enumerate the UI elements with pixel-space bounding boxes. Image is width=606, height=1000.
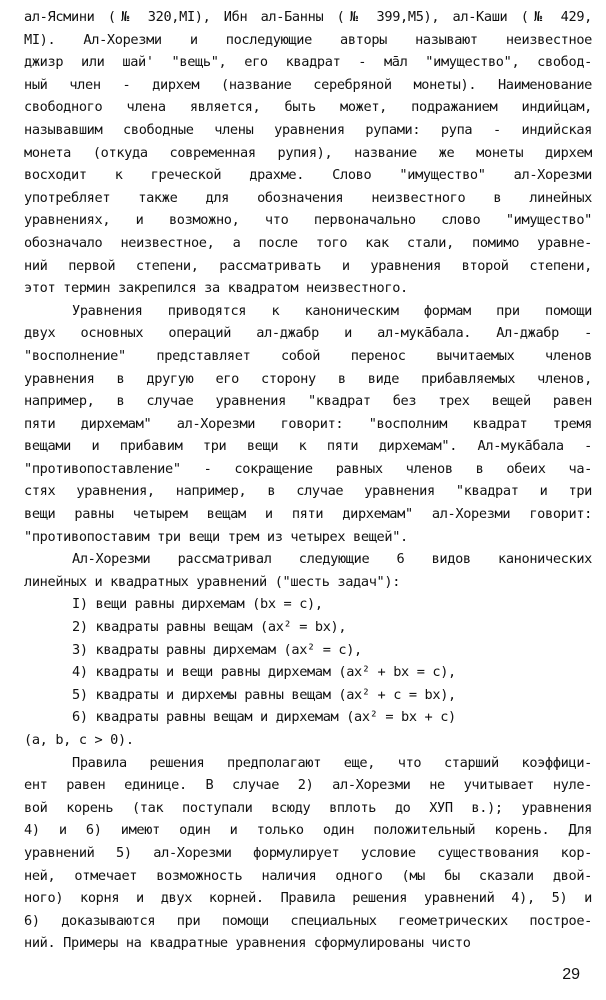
text-line: Ал-Хорезми рассматривал следующие 6 видов канонических bbox=[72, 551, 592, 568]
text-line: обозначало неизвестное, а после того как стали, помимо уравне- bbox=[24, 234, 592, 251]
equation-list-item: 4) квадраты и вещи равны дирхемам (ax² + bx = c), bbox=[72, 664, 456, 681]
equation-list-item: 2) квадраты равны вещам (ax² = bx), bbox=[72, 619, 347, 636]
text-line: ал-Ясмини (№ 320,МI), Ибн ал-Банны (№ 399,М5), ал-Каши (№ 429, bbox=[24, 9, 592, 25]
equation-list-item: I) вещи равны дирхемам (bx = c), bbox=[72, 596, 323, 613]
text-line: назывaвшим свободные члены уравнения рупами: рупа - индийская bbox=[24, 121, 592, 138]
text-line: МI). Ал-Хорезми и последующие авторы называют неизвестное bbox=[24, 31, 592, 48]
equation-list-item: 3) квадраты равны дирхемам (ax² = c), bbox=[72, 641, 362, 658]
text-line: "противопоставление" - сокращение равных членов в обеих ча- bbox=[24, 460, 592, 477]
text-line: ного) корня и двух корней. Правила решения уравнений 4), 5) и bbox=[24, 890, 592, 907]
text-line: Уравнения приводятся к каноническим формам при помощи bbox=[72, 302, 592, 319]
text-line: уравнения в другую его сторону в виде прибавляемых членов, bbox=[24, 370, 592, 387]
text-line: джизр или шай' "вещь", его квадрат - мāл "имущество", свобод- bbox=[24, 54, 592, 71]
text-line: например, в случае уравнения "квадрат без трех вещей равен bbox=[24, 393, 592, 410]
equation-list-item: 6) квадраты равны вещам и дирхемам (ax² = bx + c) bbox=[72, 709, 456, 726]
text-line: вещами и прибавим три вещи к пяти дирхемам". Ал-мукāбала - bbox=[24, 438, 592, 455]
text-line: уравнений 5) ал-Хорезми формулирует условие существования кор- bbox=[24, 844, 592, 861]
text-line: восходит к греческой драхме. Слово "имущество" ал-Хорезми bbox=[24, 167, 592, 184]
text-line: монета (откуда современная рупия), название же монеты дирхем bbox=[24, 144, 592, 161]
text-line: вещи равны четырем вещам и пяти дирхемам" ал-Хорезми говорит: bbox=[24, 506, 592, 523]
page-number: 29 bbox=[562, 966, 580, 983]
text-line: 4) и 6) имеют один и только один положительный корень. Для bbox=[24, 822, 592, 839]
text-line: ный член - дирхем (название серебряной монеты). Наименование bbox=[24, 76, 592, 93]
text-line: употребляет также для обозначения неизвестного в линейных bbox=[24, 189, 592, 206]
text-line: стях уравнения, например, в случае уравнения "квадрат и три bbox=[24, 483, 592, 500]
text-line: пяти дирхемам" ал-Хорезми говорит: "восполним квадрат тремя bbox=[24, 415, 592, 432]
text-line: этот термин закрепился за квадратом неизвестного. bbox=[24, 280, 408, 297]
text-line: "восполнение" представляет собой перенос вычитаемых членов bbox=[24, 347, 592, 364]
text-line: ний первой степени, рассматривать и уравнения второй степени, bbox=[24, 257, 592, 274]
equation-list-item: 5) квадраты и дирхемы равны вещам (ax² + c = bx), bbox=[72, 686, 456, 703]
text-line: линейных и квадратных уравнений ("шесть задач"): bbox=[24, 573, 401, 590]
text-line: ент равен единице. В случае 2) ал-Хорезми не учитывает нуле- bbox=[24, 777, 592, 794]
text-line: Правила решения предполагают еще, что старший коэффици- bbox=[72, 754, 592, 771]
text-line: "противопоставим три вещи трем из четырех вещей". bbox=[24, 528, 408, 545]
text-line: ней, отмечает возможность наличия одного (мы бы сказали двой- bbox=[24, 867, 592, 884]
text-line: 6) доказываются при помощи специальных геометрических построе- bbox=[24, 912, 592, 929]
text-line: вой корень (так поступали всюду вплоть до ХУП в.); уравнения bbox=[24, 799, 592, 816]
page-text bbox=[24, 6, 592, 955]
text-line: свободного члена является, быть может, подражанием индийцам, bbox=[24, 99, 592, 116]
text-line: двух основных операций ал-джабр и ал-мукāбала. Ал-джабр - bbox=[24, 325, 592, 342]
text-line: уравнениях, и возможно, что первоначально слово "имущество" bbox=[24, 212, 592, 229]
text-line: ний. Примеры на квадратные уравнения сформулированы чисто bbox=[24, 935, 471, 952]
equation-list-condition: (a, b, c > 0). bbox=[24, 732, 134, 748]
